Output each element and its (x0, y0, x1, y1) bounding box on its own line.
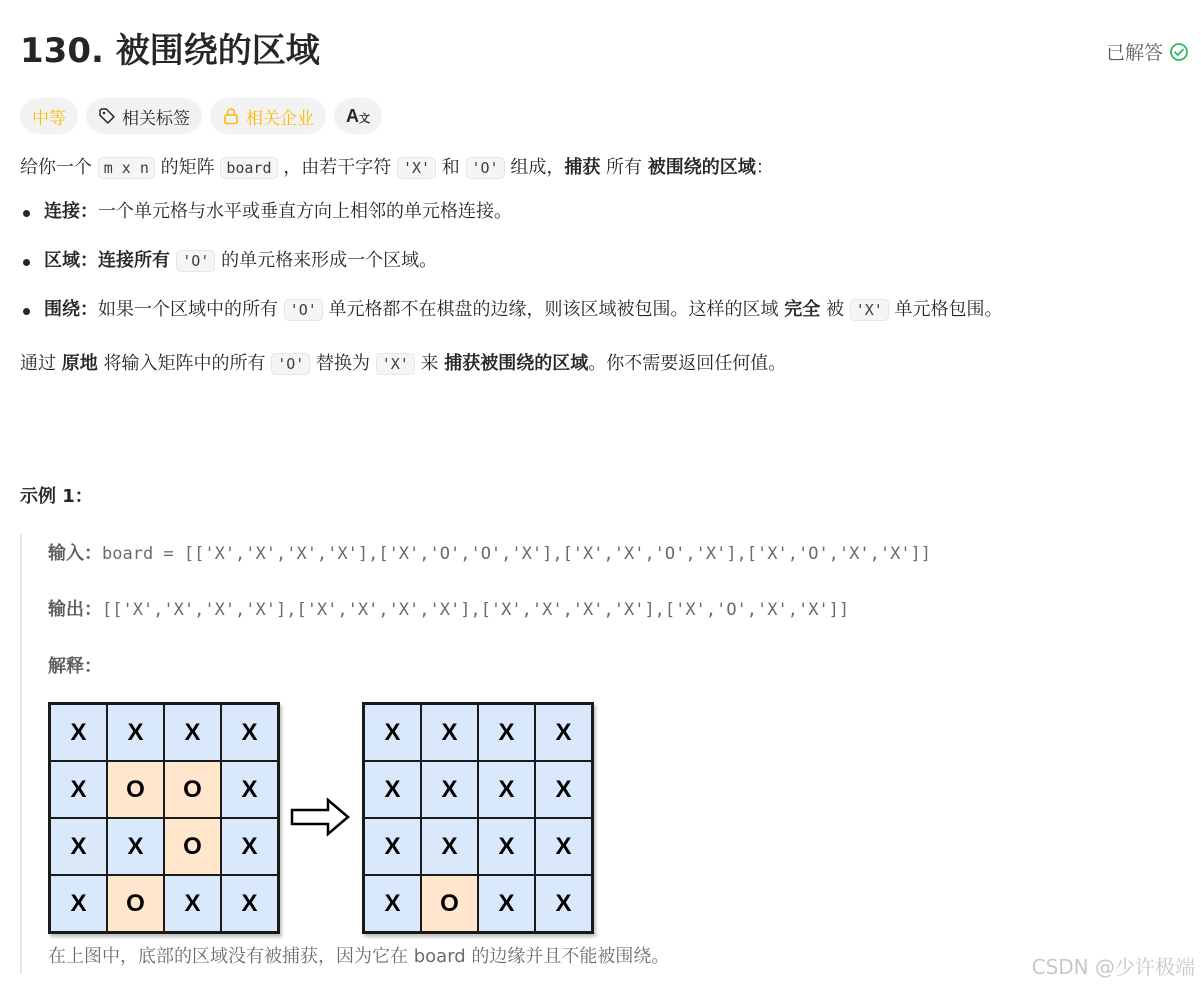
translate-button[interactable] (334, 98, 382, 134)
inline-code: board (220, 157, 277, 179)
tag-bar (20, 98, 382, 134)
inline-code: 'O' (271, 353, 310, 375)
board-before (48, 702, 280, 934)
problem-title: 130. 被围绕的区域 (20, 31, 320, 71)
inline-code: 'O' (176, 250, 215, 272)
difficulty-label: 中等 (32, 108, 66, 129)
board-cell: X (221, 761, 278, 818)
board-cell: X (164, 875, 221, 932)
list-item: 区域：连接所有 'O' 的单元格来形成一个区域。 (20, 247, 1190, 275)
board-cell: X (221, 704, 278, 761)
description-paragraph: 给你一个 m x n 的矩阵 board ，由若干字符 'X' 和 'O' 组成，捕获 所有 被围绕的区域： (20, 157, 774, 178)
problem-description (20, 154, 1190, 378)
board-cell: O (107, 875, 164, 932)
output-label: 输出： (48, 599, 102, 620)
board-cell: X (478, 818, 535, 875)
board-cell: X (535, 818, 592, 875)
related-tags-label: 相关标签 (122, 108, 190, 129)
board-cell: X (421, 818, 478, 875)
arrow-right-icon (290, 796, 352, 838)
board-cell: O (421, 875, 478, 932)
board-cell: X (107, 818, 164, 875)
board-cell: O (164, 818, 221, 875)
board-cell: X (535, 704, 592, 761)
related-tags-button[interactable] (86, 98, 202, 134)
example-input (48, 539, 931, 565)
description-paragraph: 通过 原地 将输入矩阵中的所有 'O' 替换为 'X' 来 捕获被围绕的区域。你不需要返回任何值。 (20, 353, 787, 374)
inline-code: m x n (98, 157, 155, 179)
check-circle-icon (1169, 42, 1189, 62)
solved-label: 已解答 (1105, 42, 1163, 64)
board-cell: X (50, 761, 107, 818)
list-item: 围绕：如果一个区域中的所有 'O' 单元格都不在棋盘的边缘，则该区域被包围。这样的区域 完全 被 'X' 单元格包围。 (20, 296, 1190, 324)
difficulty-badge[interactable] (20, 98, 78, 134)
board-cell: X (364, 761, 421, 818)
watermark: CSDN @少许极端 (1031, 955, 1195, 979)
input-value: board = [['X','X','X','X'],['X','O','O','X'],['X','X','O','X'],['X','O','X','X']] (102, 544, 932, 564)
example-block (20, 534, 1182, 974)
board-cell: X (535, 875, 592, 932)
board-cell: O (164, 761, 221, 818)
tag-icon (98, 107, 116, 125)
board-cell: O (107, 761, 164, 818)
translate-icon: A文 (346, 105, 370, 126)
figure-caption: 在上图中，底部的区域没有被捕获，因为它在 board 的边缘并且不能被围绕。 (48, 946, 670, 967)
example-output (48, 595, 849, 621)
definition-list (20, 198, 1190, 324)
list-item: 连接：一个单元格与水平或垂直方向上相邻的单元格连接。 (20, 198, 1190, 226)
board-cell: X (50, 875, 107, 932)
related-companies-label: 相关企业 (246, 108, 314, 129)
board-cell: X (421, 704, 478, 761)
inline-code: 'X' (850, 299, 889, 321)
board-cell: X (421, 761, 478, 818)
related-companies-button[interactable] (210, 98, 326, 134)
inline-code: 'O' (284, 299, 323, 321)
board-cell: X (50, 818, 107, 875)
board-cell: X (535, 761, 592, 818)
solved-status (1106, 38, 1189, 65)
inline-code: 'X' (397, 157, 436, 179)
board-cell: X (478, 875, 535, 932)
board-after (362, 702, 594, 934)
board-cell: X (364, 704, 421, 761)
example-explanation (48, 652, 102, 678)
lock-icon (222, 107, 240, 125)
output-value: [['X','X','X','X'],['X','X','X','X'],['X','X','X','X'],['X','O','X','X']] (102, 600, 850, 620)
explanation-label: 解释： (48, 656, 102, 677)
board-cell: X (107, 704, 164, 761)
inline-code: 'X' (376, 353, 415, 375)
board-cell: X (221, 875, 278, 932)
board-cell: X (164, 704, 221, 761)
board-cell: X (221, 818, 278, 875)
board-cell: X (478, 761, 535, 818)
input-label: 输入： (48, 543, 102, 564)
example-title: 示例 1： (20, 486, 93, 507)
board-cell: X (364, 875, 421, 932)
board-cell: X (478, 704, 535, 761)
board-cell: X (50, 704, 107, 761)
inline-code: 'O' (466, 157, 505, 179)
board-cell: X (364, 818, 421, 875)
